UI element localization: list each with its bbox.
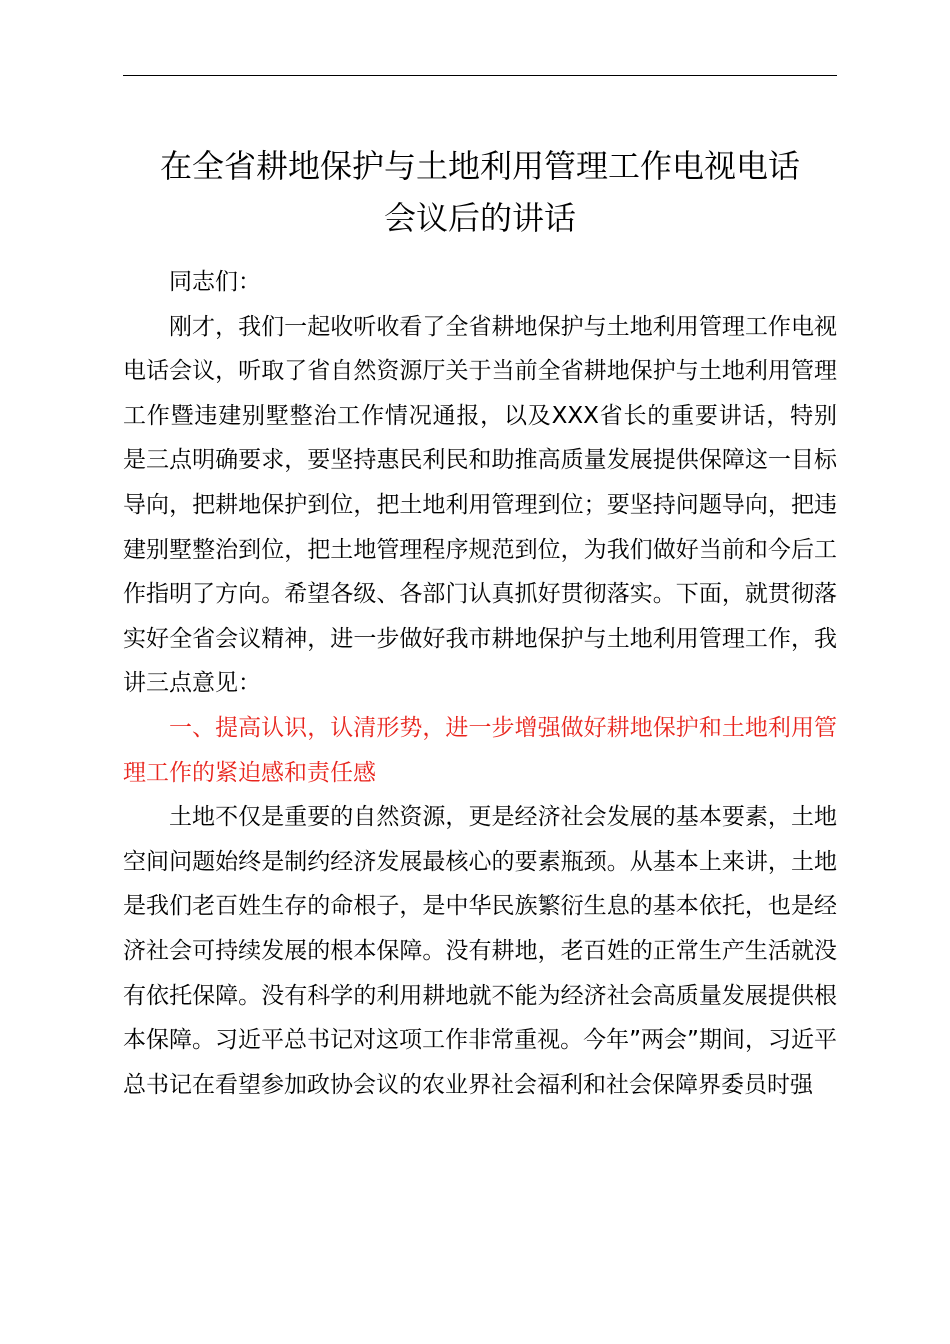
title-line-1: 在全省耕地保护与土地利用管理工作电视电话 — [159, 147, 800, 185]
title-line-2: 会议后的讲话 — [383, 199, 576, 237]
paragraph-opening: 刚才，我们一起收听收看了全省耕地保护与土地利用管理工作电视电话会议，听取了省自然资源厅关于当前全省耕地保护与土地利用管理工作暨违建别墅整治工作情况通报，以及XXX省长的重要讲话，特别是三点明确要求，要坚持惠民利民和助推高质量发展提供保障这一目标导向，把耕地保护到位，把土地利用管理到位；要坚持问题导向，把违建别墅整治到位，把土地管理程序规范到位，为我们做好当前和今后工作指明了方向。希望各级、各部门认真抓好贯彻落实。下面，就贯彻落实好全省会议精神，进一步做好我市耕地保护与土地利用管理工作，我讲三点意见： — [123, 313, 837, 697]
salutation: 同志们： — [169, 269, 261, 295]
section-heading-1: 一、提高认识，认清形势，进一步增强做好耕地保护和土地利用管理工作的紧迫感和责任感 — [123, 714, 837, 786]
document-body — [123, 260, 837, 1107]
header-rule — [123, 75, 837, 76]
document-title — [100, 140, 860, 244]
paragraph-land-resources: 土地不仅是重要的自然资源，更是经济社会发展的基本要素，土地空间问题始终是制约经济发展最核心的要素瓶颈。从基本上来讲，土地是我们老百姓生存的命根子，是中华民族繁衍生息的基本依托，也是经济社会可持续发展的根本保障。没有耕地，老百姓的正常生产生活就没有依托保障。没有科学的利用耕地就不能为经济社会高质量发展提供根本保障。习近平总书记对这项工作非常重视。今年”两会”期间，习近平总书记在看望参加政协会议的农业界社会福利和社会保障界委员时强 — [123, 804, 837, 1098]
